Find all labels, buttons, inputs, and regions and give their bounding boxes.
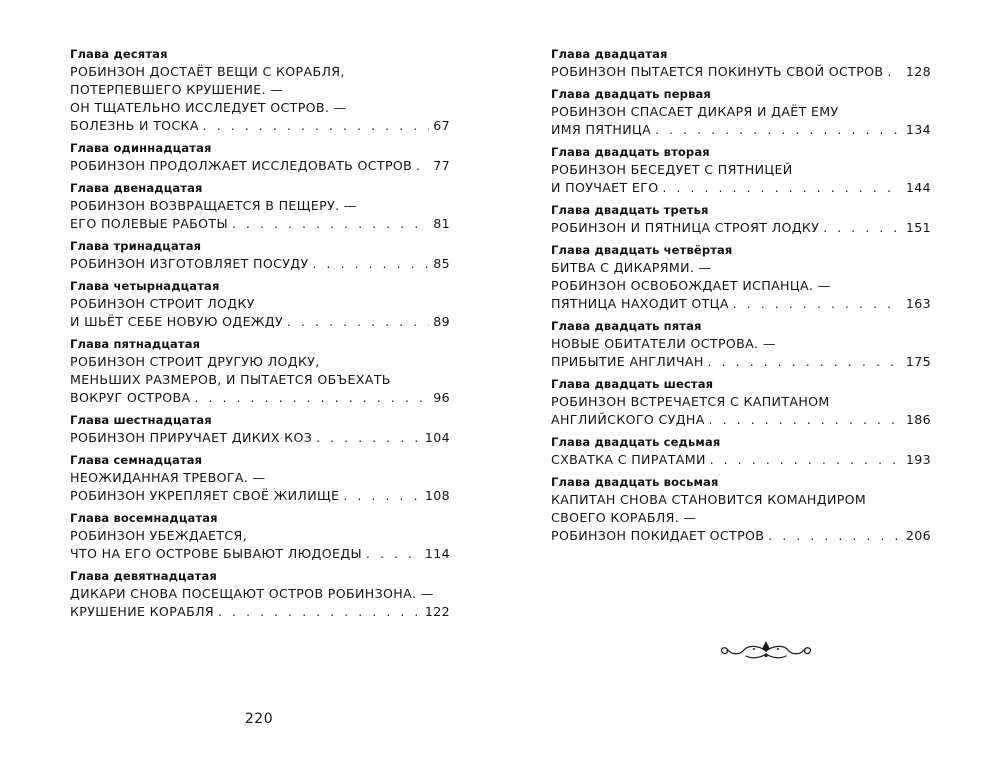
chapter-title-line: ДИКАРИ СНОВА ПОСЕЩАЮТ ОСТРОВ РОБИНЗОНА. —	[70, 586, 434, 601]
chapter-heading: Глава семнадцатая	[70, 453, 203, 467]
chapter-title-line: ПОТЕРПЕВШЕГО КРУШЕНИЕ. —	[70, 82, 284, 97]
chapter-title-line: ПЯТНИЦА НАХОДИТ ОТЦА	[551, 296, 729, 311]
chapter-title-line: РОБИНЗОН УКРЕПЛЯЕТ СВОЁ ЖИЛИЩЕ	[70, 488, 340, 503]
toc-entry	[551, 46, 931, 81]
chapter-title-line: РОБИНЗОН ИЗГОТОВЛЯЕТ ПОСУДУ	[70, 256, 309, 271]
chapter-heading: Глава девятнадцатая	[70, 569, 217, 583]
chapter-page-number: 193	[905, 452, 931, 467]
chapter-heading: Глава десятая	[70, 47, 168, 61]
chapter-heading: Глава двадцать четвёртая	[551, 243, 733, 257]
chapter-title-line: НЕОЖИДАННАЯ ТРЕВОГА. —	[70, 470, 266, 485]
chapter-title-line: КАПИТАН СНОВА СТАНОВИТСЯ КОМАНДИРОМ	[551, 492, 867, 507]
dot-leader	[887, 63, 901, 81]
chapter-title-last-line	[551, 527, 931, 545]
chapter-heading: Глава четырнадцатая	[70, 279, 220, 293]
chapter-title-line: РОБИНЗОН ПЫТАЕТСЯ ПОКИНУТЬ СВОЙ ОСТРОВ	[551, 64, 884, 79]
toc-entry	[551, 86, 931, 139]
chapter-title-line: И ШЬЁТ СЕБЕ НОВУЮ ОДЕЖДУ	[70, 314, 284, 329]
dot-leader	[733, 295, 902, 313]
chapter-title-line: РОБИНЗОН СТРОИТ ДРУГУЮ ЛОДКУ,	[70, 354, 320, 369]
chapter-title-last-line	[551, 219, 931, 237]
chapter-title-line: МЕНЬШИХ РАЗМЕРОВ, И ПЫТАЕТСЯ ОБЪЕХАТЬ	[70, 372, 391, 387]
toc-entry	[551, 242, 931, 313]
chapter-page-number: 114	[424, 546, 450, 561]
chapter-title-last-line	[551, 353, 931, 371]
dot-leader	[218, 603, 421, 621]
chapter-title-last-line	[551, 179, 931, 197]
chapter-heading: Глава двенадцатая	[70, 181, 203, 195]
toc-entry	[70, 452, 450, 505]
chapter-title-line: РОБИНЗОН БЕСЕДУЕТ С ПЯТНИЦЕЙ	[551, 162, 793, 177]
toc-entry	[551, 144, 931, 197]
chapter-title-line: РОБИНЗОН ВСТРЕЧАЕТСЯ С КАПИТАНОМ	[551, 394, 830, 409]
chapter-page-number: 81	[433, 216, 450, 231]
chapter-page-number: 108	[424, 488, 450, 503]
chapter-title-line: И ПОУЧАЕТ ЕГО	[551, 180, 659, 195]
chapter-page-number: 96	[433, 390, 450, 405]
chapter-heading: Глава двадцатая	[551, 47, 668, 61]
dot-leader	[416, 157, 429, 175]
chapter-page-number: 128	[905, 64, 931, 79]
chapter-title-last-line	[551, 295, 931, 313]
chapter-page-number: 85	[433, 256, 450, 271]
dot-leader	[287, 313, 429, 331]
dot-leader	[662, 179, 901, 197]
chapter-heading: Глава тринадцатая	[70, 239, 202, 253]
chapter-title-last-line	[70, 313, 450, 331]
chapter-title-line: РОБИНЗОН ПОКИДАЕТ ОСТРОВ	[551, 528, 765, 543]
chapter-title-line: РОБИНЗОН ПРИРУЧАЕТ ДИКИХ КОЗ	[70, 430, 313, 445]
chapter-heading: Глава восемнадцатая	[70, 511, 218, 525]
chapter-heading: Глава двадцать шестая	[551, 377, 714, 391]
chapter-page-number: 77	[433, 158, 450, 173]
dot-leader	[232, 215, 429, 233]
toc-entry	[70, 336, 450, 407]
chapter-title-line: БИТВА С ДИКАРЯМИ. —	[551, 260, 712, 275]
chapter-page-number: 104	[424, 430, 450, 445]
toc-entry	[70, 140, 450, 175]
chapter-title-line: АНГЛИЙСКОГО СУДНА	[551, 412, 705, 427]
chapter-title-last-line	[551, 121, 931, 139]
chapter-title-line: ВОКРУГ ОСТРОВА	[70, 390, 191, 405]
toc-entry	[70, 278, 450, 331]
chapter-title-last-line	[70, 255, 450, 273]
dot-leader	[313, 255, 430, 273]
chapter-title-line: РОБИНЗОН УБЕЖДАЕТСЯ,	[70, 528, 247, 543]
chapter-title-last-line	[70, 157, 450, 175]
chapter-title-last-line	[70, 215, 450, 233]
chapter-title-last-line	[70, 487, 450, 505]
chapter-title-last-line	[70, 389, 450, 407]
toc-entry	[551, 202, 931, 237]
chapter-page-number: 67	[433, 118, 450, 133]
toc-entry	[551, 474, 931, 545]
chapter-title-line: РОБИНЗОН ПРОДОЛЖАЕТ ИССЛЕДОВАТЬ ОСТРОВ	[70, 158, 413, 173]
toc-entry	[70, 568, 450, 621]
chapter-page-number: 144	[905, 180, 931, 195]
chapter-title-last-line	[70, 117, 450, 135]
chapter-title-line: ПРИБЫТИЕ АНГЛИЧАН	[551, 354, 704, 369]
chapter-title-line: БОЛЕЗНЬ И ТОСКА	[70, 118, 199, 133]
toc-entry	[70, 510, 450, 563]
chapter-title-line: СВОЕГО КОРАБЛЯ. —	[551, 510, 697, 525]
chapter-page-number: 134	[905, 122, 931, 137]
chapter-page-number: 163	[905, 296, 931, 311]
toc-entry	[551, 318, 931, 371]
toc-entry	[70, 46, 450, 135]
dot-leader	[203, 117, 429, 135]
chapter-title-last-line	[551, 63, 931, 81]
chapter-heading: Глава двадцать восьмая	[551, 475, 719, 489]
page-number: 220	[244, 711, 274, 727]
chapter-page-number: 186	[905, 412, 931, 427]
chapter-page-number: 175	[905, 354, 931, 369]
chapter-title-line: ЕГО ПОЛЕВЫЕ РАБОТЫ	[70, 216, 228, 231]
chapter-title-line: РОБИНЗОН ВОЗВРАЩАЕТСЯ В ПЕЩЕРУ. —	[70, 198, 357, 213]
chapter-heading: Глава пятнадцатая	[70, 337, 201, 351]
chapter-title-last-line	[70, 429, 450, 447]
chapter-title-last-line	[551, 451, 931, 469]
scroll-flourish-icon	[718, 637, 814, 665]
chapter-title-line: РОБИНЗОН ДОСТАЁТ ВЕЩИ С КОРАБЛЯ,	[70, 64, 345, 79]
chapter-title-line: ИМЯ ПЯТНИЦА	[551, 122, 652, 137]
chapter-heading: Глава двадцать пятая	[551, 319, 702, 333]
chapter-title-last-line	[70, 545, 450, 563]
dot-leader	[768, 527, 902, 545]
dot-leader	[655, 121, 902, 139]
chapter-title-line: СХВАТКА С ПИРАТАМИ	[551, 452, 706, 467]
chapter-title-line: ОН ТЩАТЕЛЬНО ИССЛЕДУЕТ ОСТРОВ. —	[70, 100, 347, 115]
chapter-title-line: РОБИНЗОН И ПЯТНИЦА СТРОЯТ ЛОДКУ	[551, 220, 820, 235]
chapter-heading: Глава одиннадцатая	[70, 141, 212, 155]
toc-entry	[70, 412, 450, 447]
chapter-title-line: РОБИНЗОН ОСВОБОЖДАЕТ ИСПАНЦА. —	[551, 278, 831, 293]
toc-entry	[70, 238, 450, 273]
chapter-heading: Глава двадцать третья	[551, 203, 709, 217]
chapter-page-number: 89	[433, 314, 450, 329]
dot-leader	[195, 389, 430, 407]
chapter-title-last-line	[70, 603, 450, 621]
dot-leader	[709, 411, 902, 429]
dot-leader	[823, 219, 902, 237]
chapter-title-line: ЧТО НА ЕГО ОСТРОВЕ БЫВАЮТ ЛЮДОЕДЫ	[70, 546, 362, 561]
dot-leader	[708, 353, 902, 371]
dot-leader	[710, 451, 902, 469]
chapter-title-line: РОБИНЗОН СТРОИТ ЛОДКУ	[70, 296, 255, 311]
chapter-heading: Глава двадцать вторая	[551, 145, 710, 159]
chapter-heading: Глава двадцать седьмая	[551, 435, 721, 449]
toc-entry	[551, 434, 931, 469]
chapter-title-line: РОБИНЗОН СПАСАЕТ ДИКАРЯ И ДАЁТ ЕМУ	[551, 104, 839, 119]
chapter-title-line: КРУШЕНИЕ КОРАБЛЯ	[70, 604, 215, 619]
right-page-toc	[551, 46, 931, 550]
chapter-heading: Глава шестнадцатая	[70, 413, 212, 427]
toc-entry	[551, 376, 931, 429]
chapter-heading: Глава двадцать первая	[551, 87, 711, 101]
chapter-title-line: НОВЫЕ ОБИТАТЕЛИ ОСТРОВА. —	[551, 336, 776, 351]
chapter-page-number: 151	[905, 220, 931, 235]
left-page-toc	[70, 46, 450, 626]
chapter-page-number: 206	[905, 528, 931, 543]
dot-leader	[343, 487, 420, 505]
toc-entry	[70, 180, 450, 233]
chapter-page-number: 122	[424, 604, 450, 619]
chapter-title-last-line	[551, 411, 931, 429]
dot-leader	[366, 545, 421, 563]
dot-leader	[316, 429, 421, 447]
